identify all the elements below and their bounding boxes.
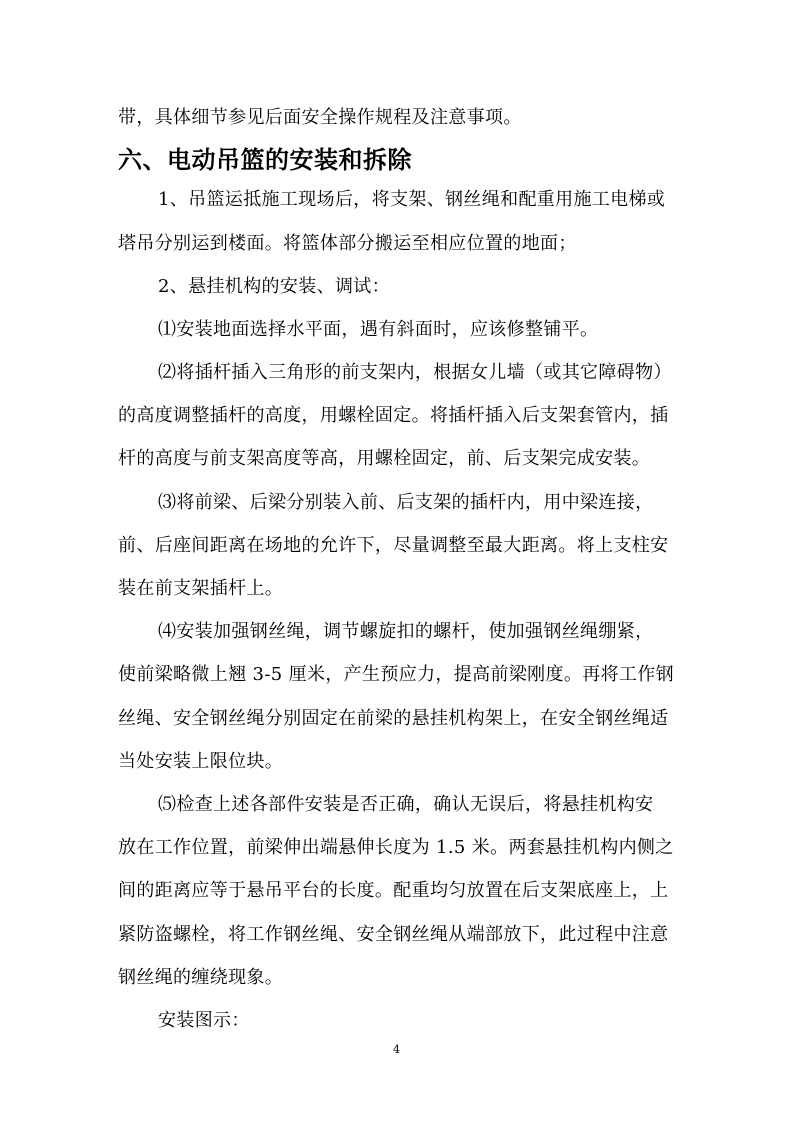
paragraph-4-line-3: 杆的高度与前支架高度等高，用螺栓固定，前、后支架完成安装。 (118, 448, 651, 469)
paragraph-6-line-1: ⑷安装加强钢丝绳，调节螺旋扣的螺杆，使加强钢丝绳绷紧， (158, 621, 654, 642)
paragraph-6-line-2: 使前梁略微上翘 3-5 厘米，产生预应力，提高前梁刚度。再将工作钢 (118, 664, 674, 685)
paragraph-6-line-3: 丝绳、安全钢丝绳分别固定在前梁的悬挂机构架上，在安全钢丝绳适 (118, 708, 669, 729)
paragraph-7-line-5: 钢丝绳的缠绕现象。 (118, 967, 284, 988)
paragraph-6-line-4: 当处安装上限位块。 (118, 751, 284, 772)
paragraph-3-line-1: ⑴安装地面选择水平面，遇有斜面时，应该修整铺平。 (158, 319, 599, 340)
page-number: 4 (393, 1043, 400, 1056)
paragraph-8-line-1: 安装图示： (158, 1010, 250, 1031)
paragraph-4-line-2: 的高度调整插杆的高度，用螺栓固定。将插杆插入后支架套管内，插 (118, 405, 669, 426)
paragraph-7-line-1: ⑸检查上述各部件安装是否正确，确认无误后，将悬挂机构安 (158, 794, 654, 815)
paragraph-5-line-1: ⑶将前梁、后梁分别装入前、后支架的插杆内，用中梁连接， (158, 492, 654, 513)
paragraph-5-line-3: 装在前支架插杆上。 (118, 578, 284, 599)
paragraph-1-line-2: 塔吊分别运到楼面。将篮体部分搬运至相应位置的地面； (118, 233, 577, 254)
paragraph-1-line-1: 1、吊篮运抵施工现场后，将支架、钢丝绳和配重用施工电梯或 (158, 189, 666, 210)
paragraph-line-continuation: 带，具体细节参见后面安全操作规程及注意事项。 (118, 107, 522, 128)
paragraph-4-line-1: ⑵将插杆插入三角形的前支架内，根据女儿墙（或其它障碍物） (158, 362, 672, 383)
section-heading: 六、电动吊篮的安装和拆除 (118, 146, 412, 174)
paragraph-7-line-4: 紧防盗螺栓，将工作钢丝绳、安全钢丝绳从端部放下，此过程中注意 (118, 924, 669, 945)
paragraph-2-line-1: 2、悬挂机构的安装、调试： (158, 276, 391, 297)
paragraph-7-line-3: 间的距离应等于悬吊平台的长度。配重均匀放置在后支架底座上，上 (118, 880, 669, 901)
paragraph-5-line-2: 前、后座间距离在场地的允许下，尽量调整至最大距离。将上支柱安 (118, 535, 669, 556)
paragraph-7-line-2: 放在工作位置，前梁伸出端悬伸长度为 1.5 米。两套悬挂机构内侧之 (118, 837, 674, 858)
